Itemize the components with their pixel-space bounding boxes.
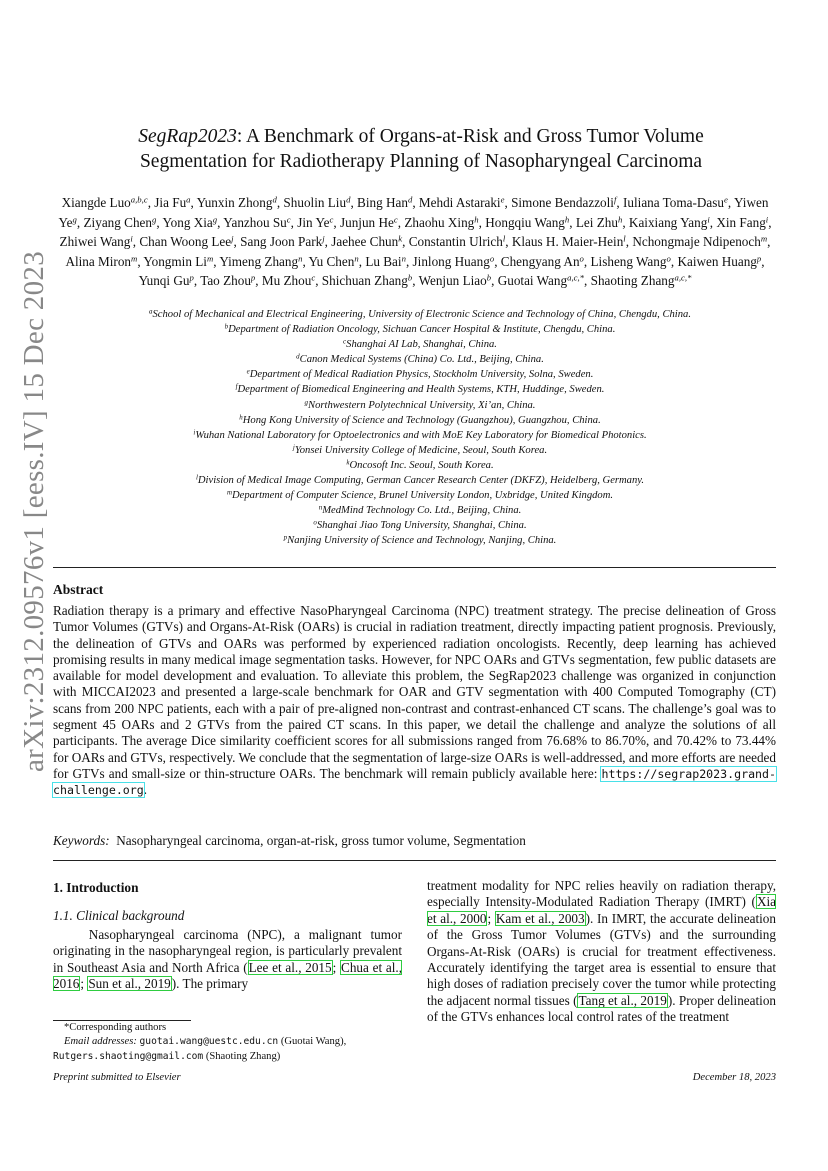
- paper-title: [60, 124, 782, 174]
- affiliation-j: $^j$Yonsei University College of Medicine, Seoul, South Korea.: [292, 443, 548, 456]
- author-list: Xiangde Luo$^{a,b,c}$, Jia Fu$^a$, Yunxin Zhong$^d$, Shuolin Liu$^d$, Bing Han$^d$, Mehdi Astaraki$^e$, Simone Bendazzoli$^f$, Iuliana Toma-Dasu$^e$, Yiwen Ye$^g$, Ziyang Chen$^g$, Yong Xia$^g$, Yanzhou Su$^c$, Jin Ye$^c$, Junjun He$^c$, Zhaohu Xing$^h$, Hongqiu Wang$^h$, Lei Zhu$^h$, Kaixiang Yang$^i$, Xin Fang$^i$, Zhiwei Wang$^i$, Chan Woong Lee$^j$, Sang Joon Park$^j$, Jaehee Chun$^k$, Constantin Ulrich$^l$, Klaus H. Maier-Hein$^l$, Nchongmaje Ndipenoch$^m$, Alina Miron$^m$, Yongmin Li$^m$, Yimeng Zhang$^n$, Yu Chen$^n$, Lu Bai$^n$, Jinlong Huang$^o$, Chengyang An$^o$, Lisheng Wang$^o$, Kaiwen Huang$^p$, Yunqi Gu$^p$, Tao Zhou$^p$, Mu Zhou$^c$, Shichuan Zhang$^b$, Wenjun Liao$^b$, Guotai Wang$^{a,c,*}$, Shaoting Zhang$^{a,c,*}$: [58, 194, 772, 289]
- footnote-emails: [64, 1034, 404, 1049]
- title-line2: Segmentation for Radiotherapy Planning of Nasopharyngeal Carcinoma: [139, 151, 703, 172]
- email-label: Email addresses:: [64, 1036, 137, 1047]
- email-link-2[interactable]: Rutgers.shaoting@gmail.com: [53, 1051, 204, 1062]
- top-rule: [53, 567, 776, 568]
- affiliation-c: $^c$Shanghai AI Lab, Shanghai, China.: [343, 337, 497, 351]
- affiliation-i: $^i$Wuhan National Laboratory for Optoelectronics and with MoE Key Laboratory for Biomedical Photonics.: [193, 428, 647, 441]
- arxiv-identifier: arXiv:2312.09576v1 [eess.IV] 15 Dec 2023: [18, 250, 50, 772]
- affiliation-d: $^d$Canon Medical Systems (China) Co. Ltd., Beijing, China.: [296, 352, 544, 366]
- email-link-1[interactable]: guotai.wang@uestc.edu.cn: [139, 1036, 279, 1047]
- affiliation-g: $^g$Northwestern Polytechnical University, Xi’an, China.: [304, 398, 536, 411]
- citation-link[interactable]: Kam et al., 2003: [495, 910, 585, 926]
- subsection-heading: 1.1. Clinical background: [53, 908, 185, 923]
- affiliation-k: $^k$Oncosoft Inc. Seoul, South Korea.: [346, 458, 494, 471]
- footer-right: December 18, 2023: [692, 1072, 776, 1083]
- affiliation-e: $^e$Department of Medical Radiation Physics, Stockholm University, Solna, Sweden.: [246, 367, 594, 381]
- abstract-body: Radiation therapy is a primary and effective NasoPharyngeal Carcinoma (NPC) treatment strategy. The precise delineation of Gross Tumor Volumes (GTVs) and Organs-At-Risk (OARs) is crucial in radiation treatment, directly impacting patient prognosis. Previously, the delineation of GTVs and OARs was performed by experienced radiation oncologists. Recently, deep learning has achieved promising results in many medical image segmentation tasks. However, for NPC OARs and GTVs segmentation, few public datasets are available for model development and evaluation. To alleviate this problem, the SegRap2023 challenge was organized in conjunction with MICCAI2023 and presented a large-scale benchmark for OAR and GTV segmentation with 400 Computed Tomography (CT) scans from 200 NPC patients, each with a pair of pre-aligned non-contrast and contrast-enhanced CT scans. The challenge’s goal was to segment 45 OARs and 2 GTVs from the paired CT scans. In this paper, we detail the challenge and analyze the solutions of all participants. The average Dice similarity coefficient scores for all submissions ranged from 76.68% to 86.70%, and 70.42% to 73.44% for OARs and GTVs, respectively. We conclude that the segmentation of large-size OARs is well-addressed, and more efforts are needed for GTVs and small-size or thin-structure OARs. The benchmark will remain publicly available here: https://segrap2023.grand-challenge.org.: [53, 603, 776, 798]
- citation-link[interactable]: Xia et al., 2000: [427, 894, 776, 926]
- affiliation-o: $^o$Shanghai Jiao Tong University, Shanghai, China.: [313, 518, 527, 532]
- footnote-corresponding: *Corresponding authors: [64, 1022, 167, 1033]
- affiliation-f: $^f$Department of Biomedical Engineering and Health Systems, KTH, Huddinge, Sweden.: [235, 382, 605, 396]
- affiliation-n: $^n$MedMind Technology Co. Ltd., Beijing, China.: [318, 503, 522, 517]
- affiliation-p: $^p$Nanjing University of Science and Technology, Nanjing, China.: [283, 533, 557, 547]
- affiliation-l: $^l$Division of Medical Image Computing, German Cancer Research Center (DKFZ), Heidelberg, Germany.: [195, 473, 645, 487]
- affiliation-list: [70, 307, 770, 549]
- affiliation-h: $^h$Hong Kong University of Science and Technology (Guangzhou), Guangzhou, China.: [239, 413, 601, 426]
- section-heading: 1. Introduction: [53, 880, 139, 895]
- citation-link[interactable]: Lee et al., 2015: [248, 959, 332, 975]
- title-line1: : A Benchmark of Organs-at-Risk and Gross Tumor Volume: [236, 126, 704, 147]
- left-column-text: Nasopharyngeal carcinoma (NPC), a malignant tumor originating in the nasopharyngeal region, is particularly prevalent in Southeast Asia and North Africa (Lee et al., 2015; Chua et al., 2016; Sun et al., 2019). The primary: [53, 927, 403, 992]
- citation-link[interactable]: Sun et al., 2019: [88, 976, 171, 992]
- affiliation-m: $^m$Department of Computer Science, Brunel University London, Uxbridge, United Kingdom.: [226, 488, 614, 502]
- footer-left: Preprint submitted to Elsevier: [53, 1072, 181, 1083]
- abstract-heading: Abstract: [53, 582, 104, 597]
- affiliation-a: $^a$School of Mechanical and Electrical Engineering, University of Electronic Science and Technology of China, Chengdu, China.: [148, 307, 691, 320]
- keywords-text: Nasopharyngeal carcinoma, organ-at-risk, gross tumor volume, Segmentation: [116, 833, 526, 848]
- keywords: [53, 833, 526, 849]
- keywords-label: Keywords:: [53, 833, 110, 848]
- email-name-1: (Guotai Wang),: [280, 1036, 347, 1047]
- citation-link[interactable]: Tang et al., 2019: [578, 992, 667, 1008]
- title-italic-name: SegRap2023: [138, 126, 237, 147]
- bottom-rule: [53, 860, 776, 861]
- citation-link[interactable]: Chua et al., 2016: [53, 959, 403, 992]
- right-column-text: treatment modality for NPC relies heavily on radiation therapy, especially Intensity-Modulated Radiation Therapy (IMRT) (Xia et al., 2000; Kam et al., 2003). In IMRT, the accurate delineation of the Gross Tumor Volumes (GTVs) and the surrounding Organs-At-Risk (OARs) is crucial for treatment effectiveness. Accurately identifying the target area is essential to ensure that high doses of radiation precisely cover the tumor while protecting the adjacent normal tissues (Tang et al., 2019). Proper delineation of the GTVs enhances local control rates of the treatment: [427, 878, 777, 1025]
- footnote-emails-2: [53, 1049, 402, 1064]
- affiliation-b: $^b$Department of Radiation Oncology, Sichuan Cancer Hospital & Institute, Chengdu, China.: [224, 322, 616, 336]
- email-name-2: (Shaoting Zhang): [205, 1051, 281, 1062]
- benchmark-link[interactable]: https://segrap2023.grand-challenge.org: [53, 766, 776, 798]
